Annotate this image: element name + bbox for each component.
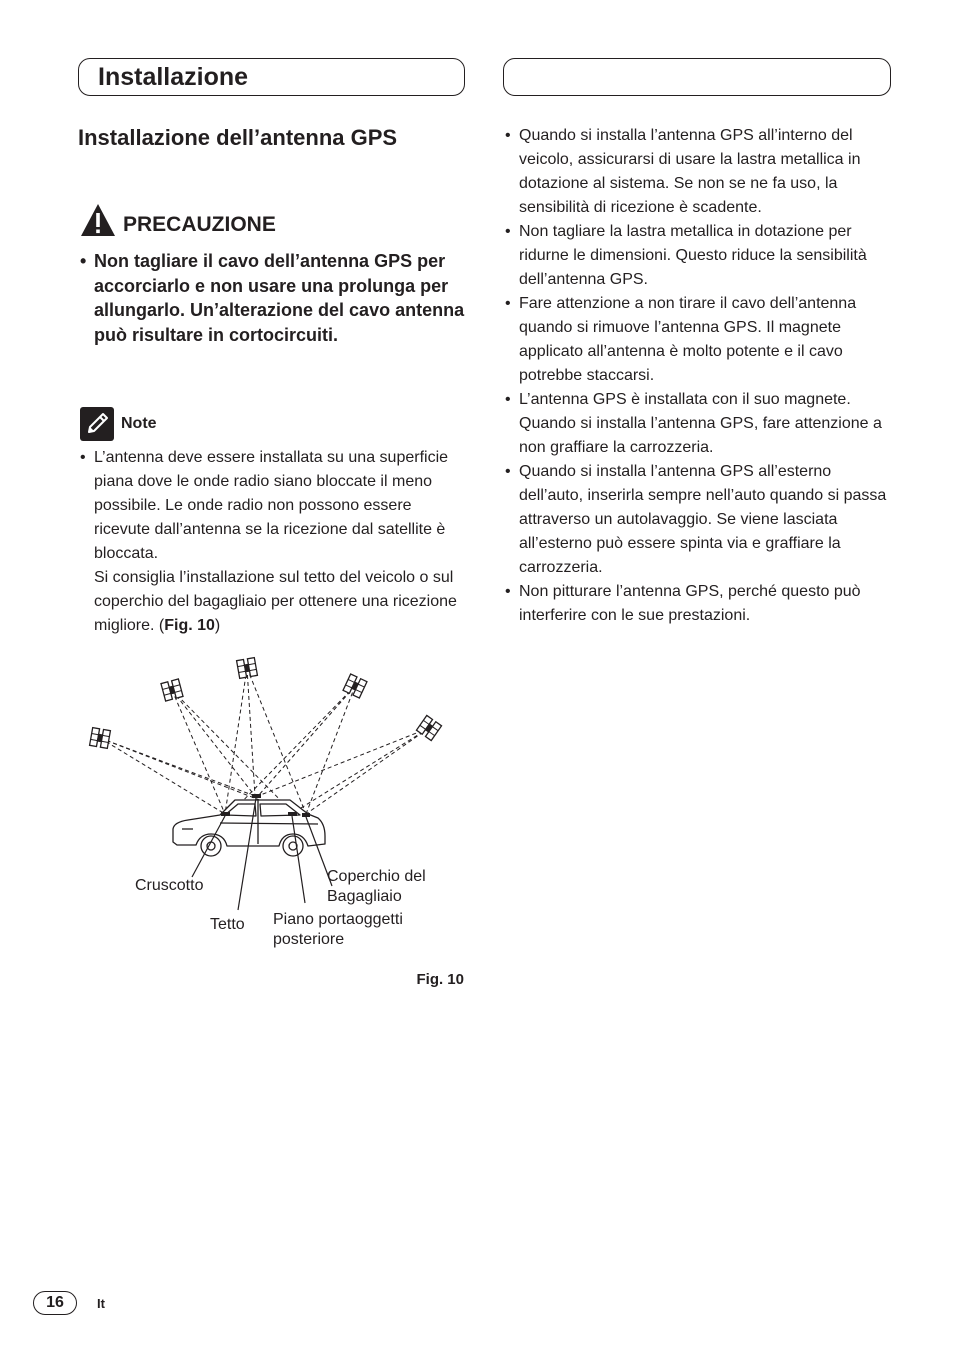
section-title: Installazione dell’antenna GPS — [78, 125, 398, 150]
label-coperchio-line1: Coperchio del — [327, 868, 426, 885]
note-label: Note — [121, 415, 157, 432]
header-box-empty — [503, 58, 891, 96]
car-drawing — [173, 800, 325, 856]
bullet: • — [505, 295, 511, 312]
note-text-part3: ) — [214, 617, 221, 634]
label-tetto: Tetto — [210, 916, 245, 933]
satellite-icon — [90, 728, 111, 749]
list-item — [505, 388, 897, 460]
list-item-text: Quando si installa l’antenna GPS all’interno del veicolo, assicurarsi di usare la lastra metallica in dotazione al sistema. Se non se ne fa uso, la sensibilità di ricezione è scadente. — [519, 127, 861, 216]
satellite-icon — [416, 715, 441, 740]
list-item — [505, 580, 897, 628]
warning-icon — [80, 203, 116, 237]
header-title: Installazione — [98, 63, 249, 91]
list-item — [505, 220, 897, 292]
bullet: • — [80, 449, 86, 466]
note-text-part1: L’antenna deve essere installata su una superficie piana dove le onde radio siano bloccate il meno possibile. Le onde radio non possono essere ricevute dall’antenna se la ricezione dal satellite è bloccata. — [94, 449, 449, 562]
bullet: • — [505, 583, 511, 600]
satellite-icon — [343, 674, 367, 698]
bullet: • — [80, 251, 87, 271]
language-code: It — [97, 1296, 105, 1311]
note-text — [94, 446, 470, 638]
fig-reference: Fig. 10 — [164, 617, 215, 634]
right-bullet-list — [505, 124, 897, 628]
label-coperchio-line2: Bagagliaio — [327, 888, 402, 905]
list-item-text: L’antenna GPS è installata con il suo magnete. Quando si installa l’antenna GPS, fare attenzione a non graffiare la carrozzeria. — [519, 391, 882, 456]
list-item-text: Fare attenzione a non tirare il cavo dell’antenna quando si rimuove l’antenna GPS. Il magnete applicato all’antenna è molto potente e il cavo potrebbe staccarsi. — [519, 295, 857, 384]
caution-text: Non tagliare il cavo dell’antenna GPS per accorciarlo e non usare una prolunga per allungarlo. Un’alterazione del cavo antenna può risultare in cortocircuiti. — [94, 251, 465, 345]
bullet: • — [505, 127, 511, 144]
list-item-text: Non pitturare l’antenna GPS, perché questo può interferire con le sue prestazioni. — [519, 583, 861, 624]
label-piano-line1: Piano portaoggetti — [273, 911, 403, 928]
bullet: • — [505, 463, 511, 480]
satellite-icon — [161, 679, 183, 701]
list-item-text: Quando si installa l’antenna GPS all’esterno dell’auto, inserirla sempre nell’auto quando si passa attraverso un autolavaggio. Se viene lasciata all’esterno può essere spinta via e graffiare la carrozzeria. — [519, 463, 887, 576]
note-text-part2: Si consiglia l’installazione sul tetto del veicolo o sul coperchio del bagagliaio per ottenere una ricezione migliore. ( — [94, 569, 457, 634]
list-item — [505, 124, 897, 220]
label-piano-line2: posteriore — [273, 931, 345, 948]
bullet: • — [505, 223, 511, 240]
note-pencil-icon — [80, 407, 114, 441]
label-cruscotto: Cruscotto — [135, 877, 204, 894]
label-piano-portaoggetti — [273, 910, 403, 950]
section-header — [78, 58, 465, 96]
bullet: • — [505, 391, 511, 408]
page-number: 16 — [33, 1291, 77, 1315]
list-item-text: Non tagliare la lastra metallica in dotazione per ridurne le dimensioni. Questo riduce la sensibilità dell’antenna GPS. — [519, 223, 867, 288]
note-item — [80, 446, 470, 638]
list-item — [505, 460, 897, 580]
figure-caption: Fig. 10 — [416, 971, 464, 988]
caution-item — [80, 249, 465, 347]
label-coperchio-bagagliaio — [327, 867, 426, 907]
caution-label: PRECAUZIONE — [123, 213, 276, 236]
signal-lines — [100, 668, 429, 814]
list-item — [505, 292, 897, 388]
figure-10 — [80, 648, 470, 988]
